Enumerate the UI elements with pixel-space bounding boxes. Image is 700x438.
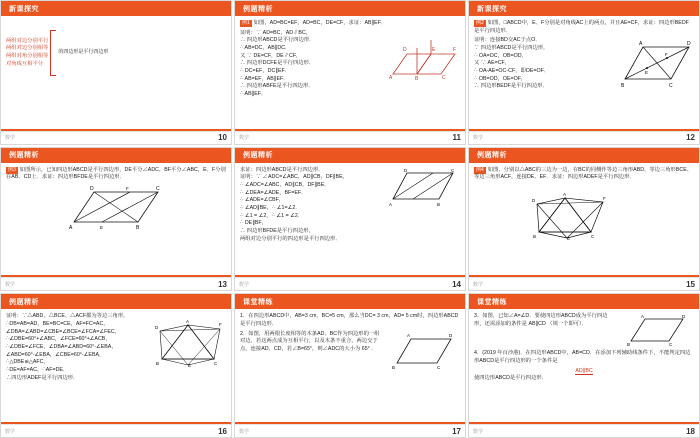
svg-text:D: D bbox=[403, 46, 407, 53]
figure-parallelogram-diagonal bbox=[620, 37, 694, 91]
svg-text:E: E bbox=[188, 363, 192, 368]
slide-number: 11 bbox=[452, 133, 461, 143]
example-tag: 例3 bbox=[8, 166, 16, 173]
proof-line: 证明：∵ AD=BC，AD∥BC， bbox=[240, 29, 312, 36]
svg-text:C: C bbox=[669, 342, 673, 348]
proof-line: 证明：∵ ∠ADC=∠ABC，AD∥CB，DF∥BE， bbox=[240, 174, 348, 181]
slide-footer bbox=[235, 424, 465, 437]
header-bar bbox=[279, 148, 465, 163]
proof-line: ∴∠DBE=∠FCE，∠DBA=∠ABD=60°-∠EBA， bbox=[6, 344, 117, 351]
slide-body bbox=[469, 310, 699, 423]
slide-header bbox=[469, 1, 699, 16]
brace-line-3: 两组对角分别相等 bbox=[6, 53, 49, 59]
brace-condition-list bbox=[6, 38, 48, 69]
figure-quad-simple bbox=[386, 331, 460, 371]
example-tag: 例2 bbox=[476, 20, 484, 26]
svg-text:D: D bbox=[90, 186, 94, 192]
svg-text:A: A bbox=[389, 74, 393, 81]
svg-text:B: B bbox=[415, 75, 419, 82]
slide-body bbox=[235, 310, 465, 423]
slide-body bbox=[235, 17, 465, 130]
footer-label: 数学 bbox=[5, 281, 16, 288]
proof-text bbox=[474, 37, 616, 91]
slide-footer bbox=[469, 424, 699, 437]
footer-label: 数学 bbox=[5, 428, 16, 435]
svg-text:E: E bbox=[567, 236, 571, 240]
svg-text:D: D bbox=[449, 332, 453, 338]
proof-line: ∴ OA=OC，OB=OD． bbox=[474, 52, 527, 59]
svg-text:D: D bbox=[682, 314, 686, 320]
proof-line: ∴DB=AB=AD，BE=BC=CE，AF=FC=AC， bbox=[6, 321, 109, 327]
slide-header bbox=[469, 294, 699, 309]
header-bar bbox=[45, 294, 231, 309]
proof-line: ∴ AB∥EF． bbox=[240, 91, 267, 98]
proof-title: 求证：四边形ABCD是平行四边形． bbox=[240, 166, 324, 173]
figure-prism bbox=[386, 30, 460, 99]
brace-conclusion: 的四边形是平行四边形 bbox=[58, 49, 109, 56]
slide-header-title: 课堂精练 bbox=[237, 296, 279, 308]
svg-text:E: E bbox=[432, 46, 436, 53]
slide-number: 10 bbox=[218, 133, 227, 143]
slide-body bbox=[235, 164, 465, 277]
footer-label: 数学 bbox=[5, 135, 16, 142]
proof-line: ∴ ∠ADC=∠ABC，AD∥CB，DF∥BE． bbox=[240, 182, 330, 188]
svg-text:C: C bbox=[669, 83, 673, 90]
slide-header-title: 例题精析 bbox=[3, 296, 45, 308]
example-stem: 如图，AD=BC=EF，AD=BC，DE=CF，求证：AB∥EF． bbox=[253, 20, 387, 26]
figure-parallelogram-EF2 bbox=[386, 167, 460, 244]
header-bar bbox=[45, 1, 231, 16]
slide-header bbox=[235, 294, 465, 309]
proof-text bbox=[240, 167, 382, 244]
slide-10[interactable] bbox=[0, 0, 232, 145]
svg-text:D: D bbox=[532, 198, 536, 203]
svg-text:A: A bbox=[639, 41, 643, 48]
slide-body bbox=[1, 164, 231, 277]
brace-line-2: 两组对边分别相等 bbox=[6, 45, 49, 52]
header-bar bbox=[279, 294, 465, 309]
svg-text:A: A bbox=[186, 319, 190, 325]
example-tag: 例1 bbox=[242, 20, 250, 26]
header-bar bbox=[279, 1, 465, 16]
proof-line: ∴ 四边形DCFE是平行四边形． bbox=[240, 60, 315, 67]
proof-line: ∴ DC=EF，DC∥EF． bbox=[240, 68, 291, 75]
figure-quad-ADEF bbox=[152, 313, 226, 382]
svg-text:D: D bbox=[404, 167, 408, 173]
figure-equilateral-triangles bbox=[474, 184, 694, 240]
slide-header bbox=[235, 148, 465, 163]
slide-header bbox=[235, 1, 465, 16]
proof-line: 两组对边分别平行的四边形是平行四边形． bbox=[240, 235, 341, 242]
proof-line: ∴△DBE≌△AFC， bbox=[6, 359, 49, 366]
slide-11[interactable] bbox=[234, 0, 466, 145]
svg-text:B: B bbox=[156, 361, 160, 367]
svg-text:A: A bbox=[389, 201, 393, 207]
slide-18[interactable] bbox=[468, 293, 700, 438]
svg-text:B: B bbox=[627, 342, 631, 348]
svg-text:B: B bbox=[136, 225, 140, 230]
slide-body bbox=[1, 17, 231, 130]
practice-item-4: 4．(2019 年百沙港)．在四边形ABCD中，AB=CD．在添加下列辅助线条件下，不能判定四边形ABCD是平行四边形的一个条件是 bbox=[474, 350, 691, 364]
proof-line: 证明：连接BD交AC于点O． bbox=[474, 37, 541, 44]
proof-line: ∴ 四边形ABCD是平行四边形． bbox=[240, 37, 315, 44]
slide-header-title: 例题精析 bbox=[237, 149, 279, 161]
svg-text:C: C bbox=[591, 234, 595, 239]
slide-header bbox=[469, 148, 699, 163]
slide-header bbox=[1, 1, 231, 16]
proof-line: ∴ DE∥BF， bbox=[240, 220, 267, 227]
proof-line: ∠ABD=60°-∠EBA，∠CBE=60°-∠EBA， bbox=[6, 351, 105, 358]
svg-text:E: E bbox=[100, 225, 104, 230]
proof-line: 又 ∵ AE=CF， bbox=[474, 60, 511, 67]
svg-text:C: C bbox=[442, 74, 446, 81]
slide-17[interactable] bbox=[234, 293, 466, 438]
svg-text:D: D bbox=[687, 41, 691, 48]
svg-text:B: B bbox=[437, 201, 441, 207]
proof-line: ∴ ∠ADE=∠CBF， bbox=[240, 197, 285, 204]
svg-text:B: B bbox=[533, 234, 537, 239]
proof-line: ∴ AB=EF，AB∥EF． bbox=[240, 75, 289, 82]
proof-line: ∠DBA=∠ABD=∠CBE=∠BCE=∠FCA=∠FEC， bbox=[6, 328, 121, 335]
brace-group bbox=[6, 30, 226, 76]
svg-text:A: A bbox=[563, 192, 567, 197]
header-bar bbox=[513, 148, 699, 163]
proof-line: ∴ 四边形BEDF是平行四边形． bbox=[474, 83, 548, 90]
svg-text:A: A bbox=[69, 225, 73, 230]
slide-number: 18 bbox=[686, 426, 695, 436]
footer-label: 数学 bbox=[473, 135, 484, 142]
proof-line: 证明：∵△ABD、△BCE、△ACF都为等边三角形， bbox=[6, 313, 129, 320]
slide-number: 17 bbox=[452, 426, 461, 436]
svg-text:F: F bbox=[665, 52, 668, 58]
brace-line-1: 两组对边分别平行 bbox=[6, 37, 49, 44]
proof-text bbox=[240, 30, 382, 99]
header-bar bbox=[513, 294, 699, 309]
svg-text:B: B bbox=[392, 364, 396, 370]
slide-footer bbox=[1, 131, 231, 144]
slide-header-title: 课堂精练 bbox=[471, 296, 513, 308]
brace-icon bbox=[50, 30, 56, 76]
slide-number: 14 bbox=[452, 279, 461, 289]
slide-body bbox=[469, 17, 699, 130]
slide-footer bbox=[235, 131, 465, 144]
practice-item-1: 1．在四边形ABCD中，AB=3 cm，BC=5 cm，那么当DC= 3 cm，AD= 5 cm时，四边形ABCD是平行四边形． bbox=[240, 313, 459, 327]
header-bar bbox=[45, 148, 231, 163]
slide-header bbox=[1, 148, 231, 163]
slide-footer bbox=[469, 131, 699, 144]
footer-label: 数学 bbox=[239, 281, 250, 288]
slide-header-title: 新课探究 bbox=[3, 3, 45, 15]
proof-line: ∴DE=AF=AC，∴AF=DE． bbox=[6, 367, 69, 374]
example-stem: 如图，□ABCD中，E、F分别是对角线AC上的两点，并且AE=CF，求证：四边形BEDF是平行四边形． bbox=[474, 20, 689, 34]
practice-item-4-tail: 使四边形ABCD是平行四边形． bbox=[474, 375, 547, 382]
proof-line: ∴ AB=DC，AB∥DC． bbox=[240, 45, 291, 52]
slide-footer bbox=[469, 277, 699, 290]
slide-header-title: 例题精析 bbox=[237, 3, 279, 15]
proof-text bbox=[6, 313, 148, 382]
footer-label: 数学 bbox=[239, 135, 250, 142]
slide-footer bbox=[235, 277, 465, 290]
proof-line: ∴ ∠DEA=∠ADE，BF=EF． bbox=[240, 189, 307, 196]
proof-line: ∴ 四边形BFDE是平行四边形， bbox=[240, 228, 314, 235]
example-stem-row bbox=[240, 20, 460, 28]
svg-text:B: B bbox=[621, 83, 625, 90]
svg-text:D: D bbox=[155, 325, 159, 331]
slide-body bbox=[469, 164, 699, 277]
slide-header bbox=[1, 294, 231, 309]
footer-label: 数学 bbox=[473, 281, 484, 288]
practice-item-3: 3．如图，已知∠A=∠D．要使四边形ABCD成为平行四边形，还需添加的条件是 AB∥CD （填一个即可）． bbox=[474, 313, 608, 327]
example-tag: 例4 bbox=[476, 166, 484, 173]
footer-label: 数学 bbox=[473, 428, 484, 435]
example-stem: 如图，分别以△ABC的三边为一边，在BC的同侧作等边三角形ABD、等边三角形BCE、等边三角形ACF，连接DE、EF．求证：四边形ADEF是平行四边形． bbox=[474, 166, 693, 181]
svg-text:F: F bbox=[603, 196, 606, 201]
proof-line: ∴ OA-AE=OC-CF，即OE=OF． bbox=[474, 68, 550, 75]
slide-body bbox=[1, 310, 231, 423]
brace-line-4: 对角线互相平分 bbox=[6, 60, 44, 67]
proof-line: ∴ 四边形ABFE是平行四边形． bbox=[240, 83, 314, 90]
svg-text:F: F bbox=[453, 46, 457, 53]
svg-text:A: A bbox=[407, 332, 411, 338]
svg-text:C: C bbox=[214, 361, 218, 367]
example-stem-row bbox=[6, 167, 226, 182]
slide-13[interactable] bbox=[0, 147, 232, 292]
svg-text:F: F bbox=[126, 186, 129, 191]
slide-14[interactable] bbox=[234, 147, 466, 292]
slide-number: 15 bbox=[686, 279, 695, 289]
figure-parallelogram-plain bbox=[620, 313, 694, 347]
slide-number: 16 bbox=[218, 426, 227, 436]
example-stem: 如图所示，已知四边形ABCD是平行四边形，DE平分∠ADC，BF平分∠ABC，E、F分别在AB、CD上．求证：四边形BFDE是平行四边形． bbox=[6, 166, 226, 181]
practice-item-2: 2．如图，用两根长度相等的木条AD、BC作为四边形的一组对边，若这两点成为互相平行，以及木条不重合，两边交于点，连接AD、CD，若∠B=65°，则∠ADC的大小为 65° ． bbox=[240, 330, 380, 353]
proof-line: ∴ ∠1 = ∠2，∴ ∠1 = ∠2． bbox=[240, 212, 304, 219]
proof-line: 又 ∵ DE=CF，DE∥CF， bbox=[240, 52, 302, 59]
svg-text:C: C bbox=[451, 167, 455, 173]
proof-line: ∴ OB=OD，OE=OF， bbox=[474, 75, 527, 82]
slide-header-title: 例题精析 bbox=[3, 149, 45, 161]
svg-text:F: F bbox=[219, 322, 222, 328]
svg-text:E: E bbox=[645, 70, 649, 76]
svg-text:A: A bbox=[641, 314, 645, 320]
slide-16[interactable] bbox=[0, 293, 232, 438]
example-stem-row bbox=[474, 20, 694, 35]
slide-footer bbox=[1, 277, 231, 290]
slide-number: 12 bbox=[686, 133, 695, 143]
proof-line: ∵ 四边形ABCD是平行四边形， bbox=[474, 45, 549, 52]
svg-text:C: C bbox=[437, 364, 441, 370]
svg-text:C: C bbox=[156, 186, 160, 192]
proof-line: ∴ ∠AD∥BE，∴ ∠1=∠2． bbox=[240, 205, 301, 212]
answer-highlight: AD∥BC bbox=[575, 367, 593, 374]
slide-header-title: 例题精析 bbox=[471, 149, 513, 161]
proof-line: ∴∠DBE=60°+∠ABC，∠FCE=60°+∠ACB， bbox=[6, 336, 111, 343]
header-bar bbox=[513, 1, 699, 16]
slide-number: 13 bbox=[218, 279, 227, 289]
slide-12[interactable] bbox=[468, 0, 700, 145]
figure-parallelogram-EF bbox=[6, 184, 226, 230]
footer-label: 数学 bbox=[239, 428, 250, 435]
example-stem-row bbox=[474, 167, 694, 182]
slide-15[interactable] bbox=[468, 147, 700, 292]
slide-header-title: 新课探究 bbox=[471, 3, 513, 15]
slide-footer bbox=[1, 424, 231, 437]
proof-line: ∴四边形ADEF是平行四边形． bbox=[6, 374, 79, 381]
